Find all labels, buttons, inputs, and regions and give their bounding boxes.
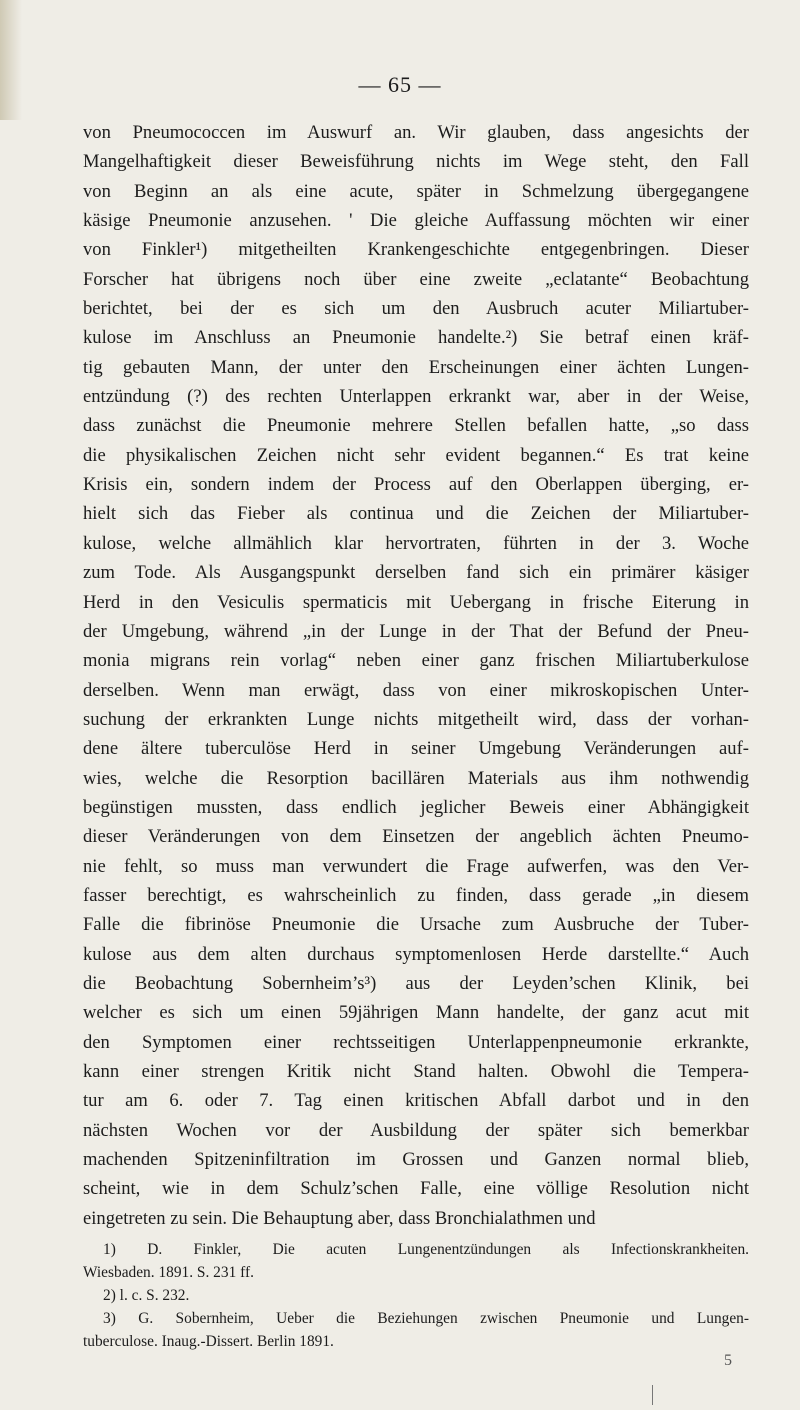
body-text xyxy=(83,118,749,1233)
footnote-line: 1) D. Finkler, Die acuten Lungenentzündungen als Infectionskrankheiten. xyxy=(103,1241,749,1258)
text-line: Herd in den Vesiculis spermaticis mit Uebergang in frische Eiterung in xyxy=(83,591,749,613)
text-line: hielt sich das Fieber als continua und die Zeichen der Miliartuber- xyxy=(83,503,749,525)
text-line: die Beobachtung Sobernheim’s³) aus der Leyden’schen Klinik, bei xyxy=(83,972,749,994)
text-line: der Umgebung, während „in der Lunge in der That der Befund der Pneu- xyxy=(83,620,749,642)
text-line: fasser berechtigt, es wahrscheinlich zu finden, dass gerade „in diesem xyxy=(83,884,749,906)
text-line: tig gebauten Mann, der unter den Erscheinungen einer ächten Lungen- xyxy=(83,356,749,378)
text-line: berichtet, bei der es sich um den Ausbruch acuter Miliartuber- xyxy=(83,298,749,320)
text-line: kulose, welche allmählich klar hervortraten, führten in der 3. Woche xyxy=(83,532,749,554)
text-line: wies, welche die Resorption bacillären Materials aus ihm nothwendig xyxy=(83,767,749,789)
text-line: Forscher hat übrigens noch über eine zweite „eclatante“ Beobachtung xyxy=(83,268,749,290)
text-line: entzündung (?) des rechten Unterlappen erkrankt war, aber in der Weise, xyxy=(83,386,749,408)
text-line: käsige Pneumonie anzusehen. ' Die gleiche Auffassung möchten wir einer xyxy=(83,210,749,232)
footnote-line: Wiesbaden. 1891. S. 231 ff. xyxy=(83,1264,254,1281)
text-line: eingetreten zu sein. Die Behauptung aber, dass Bronchialathmen und xyxy=(83,1207,596,1229)
text-line: scheint, wie in dem Schulz’schen Falle, eine völlige Resolution nicht xyxy=(83,1178,749,1200)
text-line: von Beginn an als eine acute, später in Schmelzung übergegangene xyxy=(83,180,749,202)
footnote-line: tuberculose. Inaug.-Dissert. Berlin 1891. xyxy=(83,1333,334,1350)
footnote-line: 3) G. Sobernheim, Ueber die Beziehungen zwischen Pneumonie und Lungen- xyxy=(103,1310,749,1327)
text-line: den Symptomen einer rechtsseitigen Unterlappenpneumonie erkrankte, xyxy=(83,1031,749,1053)
signature-mark: 5 xyxy=(724,1352,732,1369)
text-line: suchung der erkrankten Lunge nichts mitgetheilt wird, dass der vorhan- xyxy=(83,708,749,730)
text-line: derselben. Wenn man erwägt, dass von einer mikroskopischen Unter- xyxy=(83,679,749,701)
text-line: dieser Veränderungen von dem Einsetzen der angeblich ächten Pneumo- xyxy=(83,826,749,848)
footnote-line: 2) l. c. S. 232. xyxy=(103,1287,190,1304)
text-line: kulose im Anschluss an Pneumonie handelte.²) Sie betraf einen kräf- xyxy=(83,327,749,349)
text-line: Krisis ein, sondern indem der Process auf den Oberlappen überging, er- xyxy=(83,474,749,496)
text-line: von Finkler¹) mitgetheilten Krankengeschichte entgegenbringen. Dieser xyxy=(83,239,749,261)
text-line: kann einer strengen Kritik nicht Stand halten. Obwohl die Tempera- xyxy=(83,1061,749,1082)
page-edge-shadow xyxy=(0,0,22,120)
text-line: zum Tode. Als Ausgangspunkt derselben fand sich ein primärer käsiger xyxy=(83,562,749,584)
text-line: machenden Spitzeninfiltration im Grossen und Ganzen normal blieb, xyxy=(83,1149,749,1171)
text-line: dene ältere tuberculöse Herd in seiner Umgebung Veränderungen auf- xyxy=(83,738,749,760)
text-line: welcher es sich um einen 59jährigen Mann handelte, der ganz acut mit xyxy=(83,1002,749,1024)
text-line: dass zunächst die Pneumonie mehrere Stellen befallen hatte, „so dass xyxy=(83,415,749,437)
text-line: tur am 6. oder 7. Tag einen kritischen Abfall darbot und in den xyxy=(83,1090,749,1112)
text-line: Falle die fibrinöse Pneumonie die Ursache zum Ausbruche der Tuber- xyxy=(83,914,749,936)
footnotes xyxy=(83,1238,749,1353)
page-number: — 65 — xyxy=(358,72,442,97)
text-line: nächsten Wochen vor der Ausbildung der später sich bemerkbar xyxy=(83,1119,749,1141)
text-line: Mangelhaftigkeit dieser Beweisführung nichts im Wege steht, den Fall xyxy=(83,151,749,173)
text-line: von Pneumococcen im Auswurf an. Wir glauben, dass angesichts der xyxy=(83,122,749,143)
text-line: nie fehlt, so muss man verwundert die Frage aufwerfen, was den Ver- xyxy=(83,855,749,877)
text-line: kulose aus dem alten durchaus symptomenlosen Herde darstellte.“ Auch xyxy=(83,943,749,965)
text-line: begünstigen mussten, dass endlich jeglicher Beweis einer Abhängigkeit xyxy=(83,796,749,818)
text-line: monia migrans rein vorlag“ neben einer ganz frischen Miliartuberkulose xyxy=(83,650,749,672)
text-line: die physikalischen Zeichen nicht sehr evident begannen.“ Es trat keine xyxy=(83,444,749,466)
stray-mark xyxy=(652,1385,653,1405)
